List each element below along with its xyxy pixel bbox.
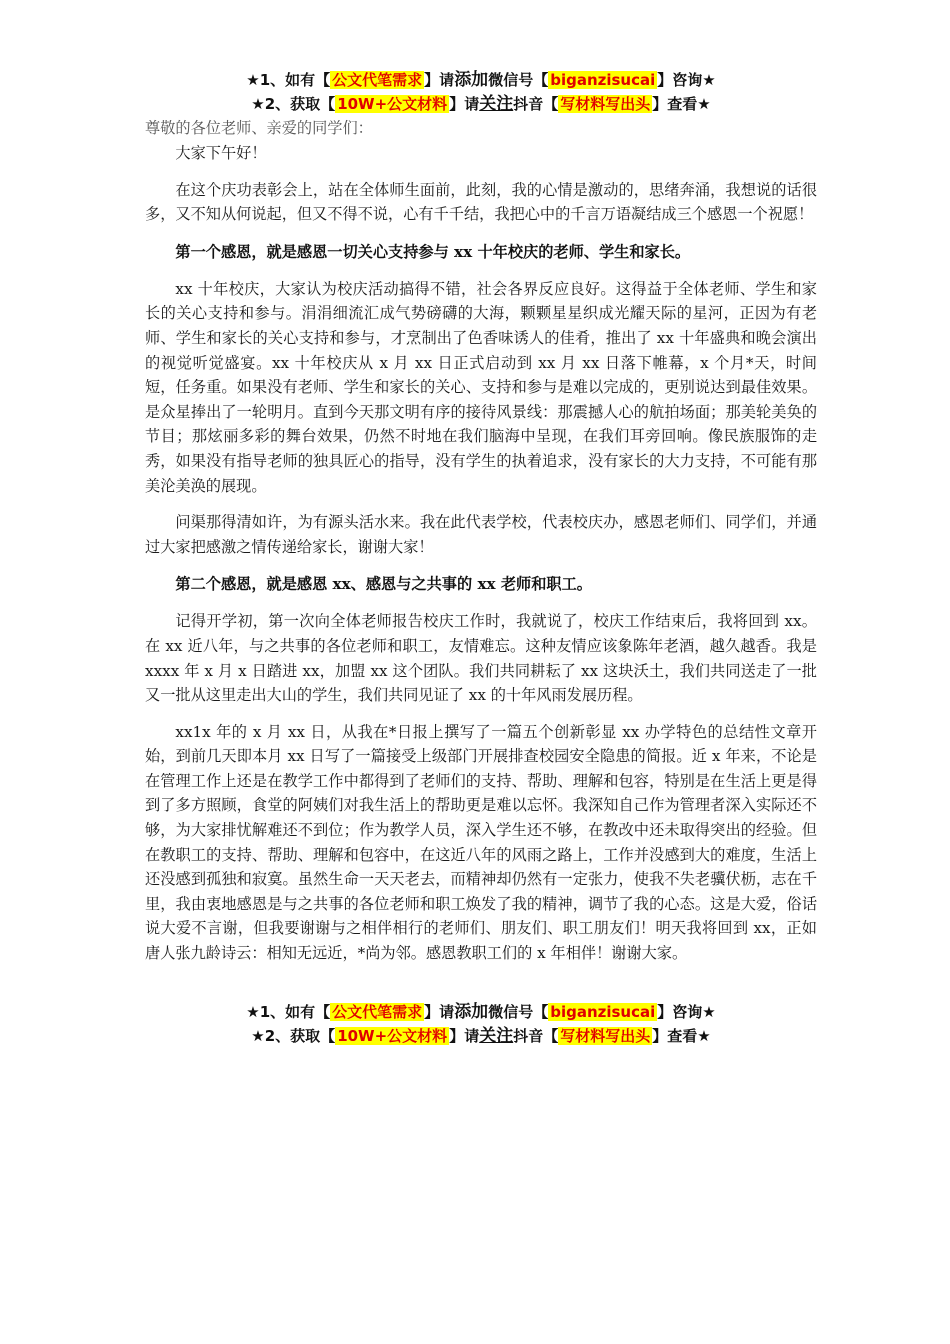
ad-text: ★1、如有【	[246, 1002, 331, 1021]
ad-text: 】查看★	[652, 1026, 711, 1045]
salutation: 尊敬的各位老师、亲爱的同学们：	[145, 119, 373, 137]
ad-text: 】咨询★	[657, 1002, 716, 1021]
ad-text: 微信号【	[488, 1002, 549, 1021]
ad-text: ★1、如有【	[246, 71, 331, 89]
ad-text: 】请	[424, 1002, 455, 1021]
ad-line-1	[115, 68, 847, 92]
ad-emphasis: 添加	[454, 70, 489, 90]
ad-text: 】请	[449, 95, 480, 113]
ad-banner-top	[115, 68, 847, 116]
ad-highlight-materials: 10W+公文材料	[337, 95, 448, 113]
paragraph-2: 问渠那得清如许，为有源头活水来。我在此代表学校，代表校庆办，感恩老师们、同学们，并通过大家把感激之情传递给家长，谢谢大家！	[145, 513, 817, 556]
paragraph-4: xx1x 年的 x 月 xx 日，从我在*日报上撰写了一篇五个创新彰显 xx 办学特色的总结性文章开始，到前几天即本月 xx 日写了一篇接受上级部门开展排查校园安全隐患的简报。近 x 年来，不论是在管理工作上还是在教学工作中都得到了老师们的支持、帮助、理解和包容，特别是在生活上更是得到了多方照顾，食堂的阿姨们对我生活上的帮助更是难以忘怀。我深知自己作为管理者深入实际还不够，为大家排忧解难还不到位；作为教学人员，深入学生还不够，在教改中还未取得突出的经验。但在教职工的支持、帮助、理解和包容中，在这近八年的风雨之路上，工作并没感到大的难度，生活上还没感到孤独和寂寞。虽然生命一天天老去，而精神却仍然有一定张力，使我不失老骥伏枥，志在千里，我由衷地感恩是与之共事的各位老师和职工焕发了我的精神，调节了我的心态。这是大爱，俗话说大爱不言谢，但我要谢谢与之相伴相行的老师们、朋友们、职工朋友们！明天我将回到 xx，正如唐人张九龄诗云：相知无远近，*尚为邻。感恩教职工们的 x 年相伴！谢谢大家。	[145, 722, 817, 963]
ad-highlight-douyin: 写材料写出头	[560, 1026, 651, 1045]
ad-highlight-service: 公文代笔需求	[332, 71, 423, 89]
ad-text: ★2、获取【	[251, 1026, 336, 1045]
paragraph-3: 记得开学初，第一次向全体老师报告校庆工作时，我就说了，校庆工作结束后，我将回到 xx。在 xx 近八年，与之共事的各位老师和职工，友情难忘。这种友情应该象陈年老酒，越久越香。我是 xxxx 年 x 月 x 日踏进 xx，加盟 xx 这个团队。我们共同耕耘了 xx 这块沃土，我们共同送走了一批又一批从这里走出大山的学生，我们共同见证了 xx 的十年风雨发展历程。	[145, 612, 817, 705]
ad-text: 】咨询★	[657, 71, 716, 89]
ad-text: 】查看★	[652, 95, 711, 113]
ad-text: 】请	[449, 1026, 480, 1045]
ad-line-2	[115, 1024, 847, 1048]
ad-emphasis: 添加	[454, 1001, 489, 1022]
ad-highlight-materials: 10W+公文材料	[337, 1026, 448, 1045]
ad-text: ★2、获取【	[251, 95, 336, 113]
intro-paragraph: 在这个庆功表彰会上，站在全体师生面前，此刻，我的心情是激动的，思绪奔涌，我想说的话很多，又不知从何说起，但又不得不说，心有千千结，我把心中的千言万语凝结成三个感恩一个祝愿！	[145, 180, 817, 224]
ad-highlight-wechat-id: biganzisucai	[550, 71, 656, 89]
paragraph-1: xx 十年校庆，大家认为校庆活动搞得不错，社会各界反应良好。这得益于全体老师、学生和家长的关心支持和参与。涓涓细流汇成气势磅礴的大海，颗颗星星织成光耀天际的星河，正因为有老师、学生和家长的关心支持和参与，才烹制出了色香味诱人的佳肴，推出了 xx 十年盛典和晚会演出的视觉听觉盛宴。xx 十年校庆从 x 月 xx 日正式启动到 xx 月 xx 日落下帷幕，x 个月*天，时间短，任务重。如果没有老师、学生和家长的关心、支持和参与是难以完成的，更别说达到最佳效果。是众星捧出了一轮明月。直到今天那文明有序的接待风景线：那震撼人心的航拍场面；那美轮美奂的节目；那炫丽多彩的舞台效果，仍然不时地在我们脑海中呈现，在我们耳旁回响。像民族服饰的走秀，如果没有指导老师的独具匠心的指导，没有学生的执着追求，没有家长的大力支持，不可能有那美沦美涣的展现。	[145, 279, 817, 495]
ad-emphasis: 关注	[479, 1025, 514, 1046]
section-heading-1: 第一个感恩，就是感恩一切关心支持参与 xx 十年校庆的老师、学生和家长。	[175, 242, 691, 261]
greeting-paragraph: 大家下午好！	[175, 144, 267, 162]
ad-line-1	[115, 1000, 847, 1024]
ad-text: 】请	[424, 71, 455, 89]
ad-banner-bottom	[115, 1000, 847, 1048]
ad-line-2	[115, 92, 847, 116]
ad-highlight-douyin: 写材料写出头	[560, 95, 651, 113]
ad-text: 抖音【	[513, 95, 559, 113]
ad-highlight-wechat-id: biganzisucai	[550, 1002, 656, 1021]
ad-highlight-service: 公文代笔需求	[332, 1002, 423, 1021]
ad-text: 抖音【	[513, 1026, 559, 1045]
ad-text: 微信号【	[488, 71, 549, 89]
document-page	[145, 68, 817, 1048]
section-heading-2: 第二个感恩，就是感恩 xx、感恩与之共事的 xx 老师和职工。	[175, 575, 592, 594]
ad-emphasis: 关注	[479, 94, 514, 114]
